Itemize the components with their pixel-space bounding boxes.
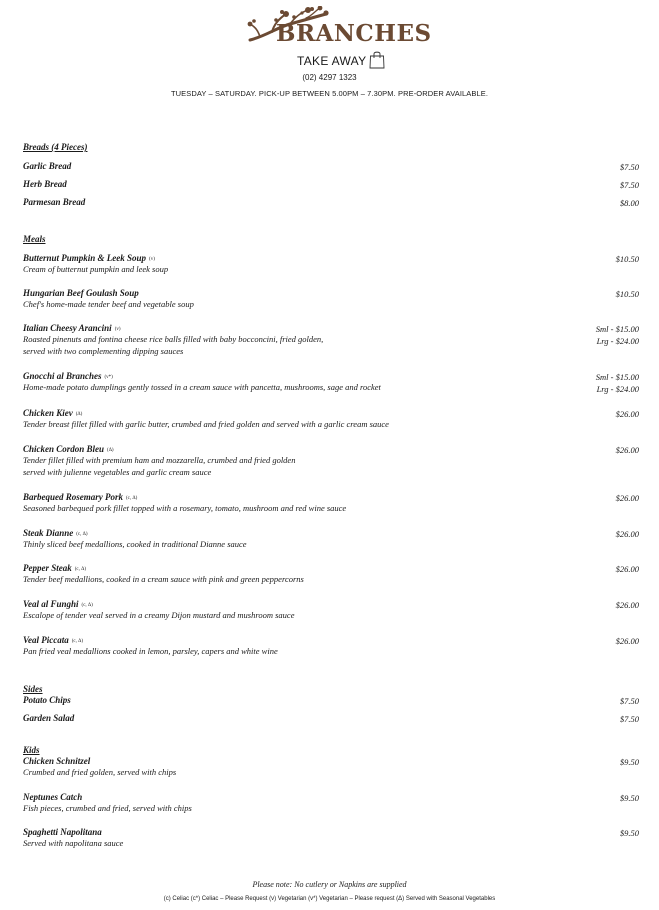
section-heading-sides: Sides (23, 684, 43, 694)
item-price: $7.50 (619, 180, 639, 190)
item-description: Served with napolitana sauce (23, 838, 124, 848)
take-away-label: TAKE AWAY (297, 54, 367, 68)
item-description: Thinly sliced beef medallions, cooked in traditional Dianne sauce (23, 539, 247, 549)
menu-item (23, 179, 639, 189)
item-description: Home-made potato dumplings gently tossed in a cream sauce with pancetta, mushrooms, sage and rocket (23, 382, 381, 392)
menu-item (23, 288, 639, 311)
menu-item (23, 492, 639, 515)
item-description: Tender breast fillet filled with garlic butter, crumbed and fried golden and served with a garlic cream sauce (23, 419, 389, 429)
item-price: $26.00 (615, 636, 639, 646)
item-name: Butternut Pumpkin & Leek Soup (v) (23, 253, 155, 263)
item-name: Veal Piccata (c, Δ) (23, 635, 84, 645)
menu-item (23, 563, 639, 586)
item-description: Fish pieces, crumbed and fried, served with chips (23, 803, 192, 813)
item-name: Steak Dianne (c, Δ) (23, 528, 88, 538)
item-price: $10.50 (615, 289, 639, 299)
dietary-tag: (Δ) (75, 412, 83, 417)
item-description: Tender fillet filled with premium ham and mozzarella, crumbed and fried golden (23, 455, 296, 465)
dietary-tag: (Δ) (107, 448, 114, 453)
item-price: Sml - $15.00 Lrg - $24.00 (595, 324, 639, 346)
item-price: $10.50 (615, 254, 639, 264)
menu-item (23, 371, 639, 394)
item-description: served with two complementing dipping sauces (23, 345, 184, 356)
item-price: $7.50 (619, 696, 639, 706)
item-name: Parmesan Bread (23, 197, 86, 207)
dietary-tag: (v) (114, 327, 121, 332)
shopping-bag-icon (369, 50, 385, 69)
dietary-tag: (c, Δ) (71, 639, 84, 644)
dietary-legend: (c) Celiac (c*) Celiac – Please Request (v) Vegetarian (v*) Vegetarian – Please request (Δ) Served with Seasonal Vegetables (163, 896, 496, 902)
item-name: Potato Chips (23, 695, 71, 705)
menu-item (23, 827, 639, 850)
footer-note: Please note: No cutlery or Napkins are supplied (252, 880, 407, 889)
item-price: $8.00 (619, 198, 639, 208)
menu-item (23, 444, 639, 478)
brand-logo (246, 6, 432, 52)
menu-item (23, 792, 639, 815)
menu-item (23, 756, 639, 779)
item-price: $26.00 (615, 600, 639, 610)
item-name: Gnocchi al Branches (v*) (23, 371, 113, 381)
item-name: Hungarian Beef Goulash Soup (23, 288, 139, 298)
menu-item (23, 253, 639, 276)
section-heading-breads: Breads (4 Pieces) (23, 142, 88, 152)
menu-item (23, 161, 639, 171)
item-price: $9.50 (619, 793, 639, 803)
item-description: Cream of butternut pumpkin and leek soup (23, 264, 169, 274)
item-price: $9.50 (619, 828, 639, 838)
brand-name: BRANCHES (276, 20, 432, 47)
item-price: $26.00 (615, 409, 639, 419)
item-name: Garlic Bread (23, 161, 72, 171)
item-description: Seasoned barbequed pork fillet topped with a rosemary, tomato, mushroom and red wine sauce (23, 503, 347, 513)
menu-item (23, 599, 639, 622)
item-name: Pepper Steak (c, Δ) (23, 563, 87, 573)
section-heading-kids: Kids (23, 745, 40, 755)
pickup-hours: TUESDAY – SATURDAY. PICK-UP BETWEEN 5.00PM – 7.30PM. PRE-ORDER AVAILABLE. (170, 89, 489, 98)
menu-item (23, 695, 639, 705)
item-price: $7.50 (619, 162, 639, 172)
item-description: Escalope of tender veal served in a creamy Dijon mustard and mushroom sauce (23, 610, 295, 620)
item-name: Veal al Funghi (c, Δ) (23, 599, 93, 609)
item-name: Herb Bread (23, 179, 67, 189)
item-name: Garden Salad (23, 713, 75, 723)
menu-item (23, 713, 639, 723)
dietary-tag: (v) (149, 257, 155, 262)
dietary-tag: (c, Δ) (81, 603, 93, 608)
item-name: Spaghetti Napolitana (23, 827, 102, 837)
item-description: Chef's home-made tender beef and vegetable soup (23, 299, 194, 309)
item-price: Sml - $15.00 Lrg - $24.00 (595, 372, 639, 394)
item-description: Pan fried veal medallions cooked in lemon, parsley, capers and white wine (23, 646, 278, 656)
menu-item (23, 408, 639, 431)
phone-number: (02) 4297 1323 (302, 73, 357, 82)
item-description: Crumbed and fried golden, served with chips (23, 767, 177, 777)
dietary-tag: (c, Δ) (126, 496, 138, 501)
menu-item (23, 635, 639, 658)
dietary-tag: (v*) (104, 375, 113, 380)
dietary-tag: (c, Δ) (76, 532, 88, 537)
item-name: Chicken Schnitzel (23, 756, 91, 766)
menu-item (23, 528, 639, 551)
item-price: $26.00 (615, 564, 639, 574)
item-description: Tender beef medallions, cooked in a cream sauce with pink and green peppercorns (23, 574, 304, 584)
item-description: served with julienne vegetables and garlic cream sauce (23, 466, 212, 477)
item-name: Italian Cheesy Arancini (v) (23, 323, 121, 333)
item-price: $26.00 (615, 493, 639, 503)
item-price: $26.00 (615, 445, 639, 455)
item-description: Roasted pinenuts and fontina cheese rice balls filled with baby bocconcini, fried golden, (23, 334, 324, 344)
item-price: $7.50 (619, 714, 639, 724)
item-price: $9.50 (619, 757, 639, 767)
item-price: $26.00 (615, 529, 639, 539)
item-name: Chicken Cordon Bleu (Δ) (23, 444, 114, 454)
item-name: Barbequed Rosemary Pork (c, Δ) (23, 492, 138, 502)
section-heading-meals: Meals (23, 234, 46, 244)
dietary-tag: (c, Δ) (74, 567, 87, 572)
menu-item (23, 197, 639, 207)
menu-item (23, 323, 639, 357)
item-name: Neptunes Catch (23, 792, 83, 802)
item-name: Chicken Kiev (Δ) (23, 408, 83, 418)
